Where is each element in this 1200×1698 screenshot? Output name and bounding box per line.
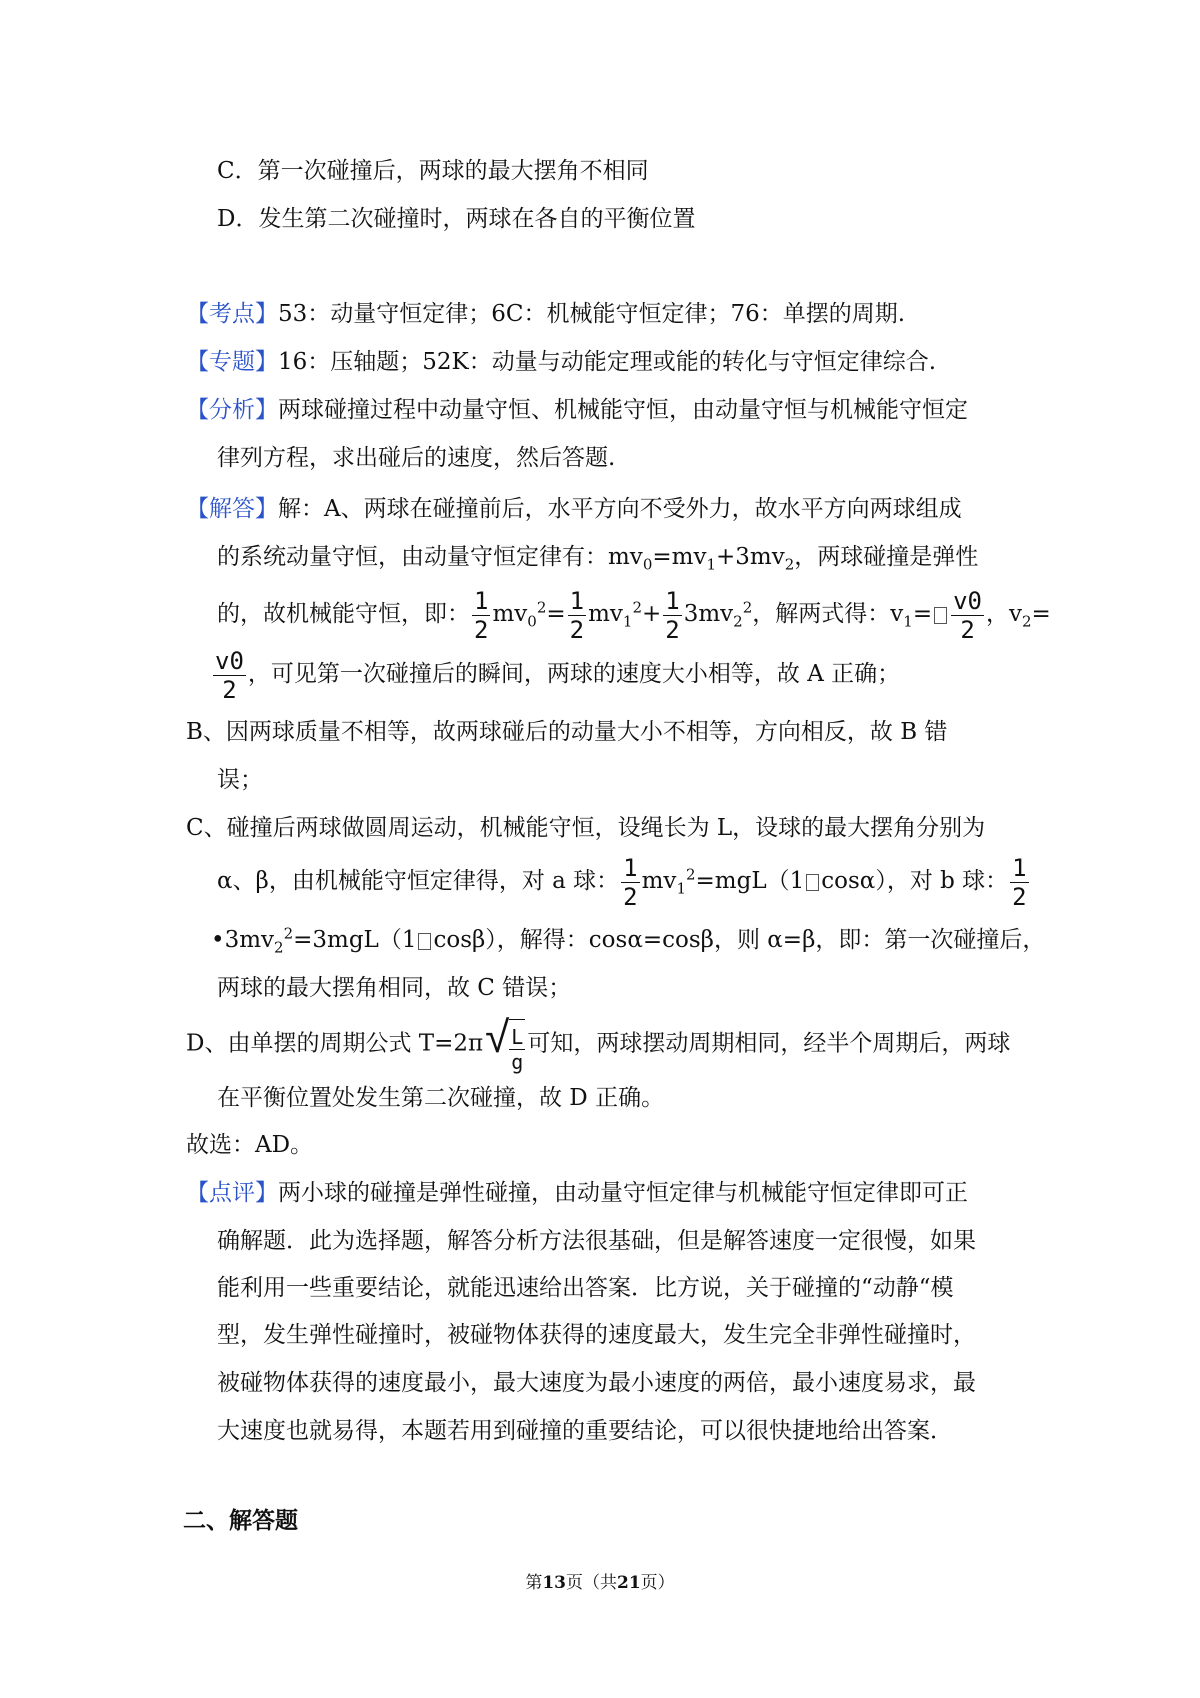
fraction-half: $\frac{1}{2}$ xyxy=(474,586,489,644)
fraction-v0-over-2: $\frac{v0}{2}$ xyxy=(953,586,982,644)
page-footer: 第13页（共21页） xyxy=(525,1573,675,1593)
fenxi-line2: 律列方程，求出碰后的速度，然后答题. xyxy=(217,445,616,471)
fenxi-tag: 【分析】 xyxy=(186,397,278,423)
fraction-half: $\frac{1}{2}$ xyxy=(569,586,585,644)
missing-glyph-box xyxy=(934,607,947,624)
dianping-row xyxy=(186,1176,968,1210)
jieda-b-line1: B、因两球质量不相等，故两球碰后的动量大小不相等，方向相反，故 B 错 xyxy=(186,719,948,745)
jieda-tag: 【解答】 xyxy=(186,496,278,522)
jieda-line3: 的，故机械能守恒，即： $\frac{1}{2}$ $mv_0^2=$ $\frac{1}{2}$ $mv_1^2+$ $\frac{1}{2}$ $3mv_2^2$，解两式得：$v_1=$ $\frac{v0}{2}$ ，$v_2=$ xyxy=(217,586,1051,644)
jieda-d-line1: D、由单摆的周期公式 T=2π √ $\frac{L}{g}$ 可知，两球摆动周期相同，经半个周期后，两球 xyxy=(186,1013,1010,1076)
zhuanti-row xyxy=(186,345,936,379)
kaodian-row xyxy=(186,297,905,331)
fraction-half: $\frac{1}{2}$ xyxy=(623,853,638,911)
dianping-line4: 型，发生弹性碰撞时，被碰物体获得的速度最大，发生完全非弹性碰撞时， xyxy=(217,1322,976,1348)
jieda-c-line4: 两球的最大摆角相同，故 C 错误； xyxy=(217,975,572,1001)
jieda-c-line1: C、碰撞后两球做圆周运动，机械能守恒，设绳长为 L，设球的最大摆角分别为 xyxy=(186,815,986,841)
page-total: 21 xyxy=(617,1573,641,1593)
fenxi-row xyxy=(186,393,968,427)
jieda-d-line2: 在平衡位置处发生第二次碰撞，故 D 正确。 xyxy=(217,1085,665,1111)
zhuanti-text: 16：压轴题；52K：动量与动能定理或能的转化与守恒定律综合. xyxy=(278,349,937,375)
dianping-line6: 大速度也就易得，本题若用到碰撞的重要结论，可以很快捷地给出答案． xyxy=(217,1418,953,1444)
jieda-row xyxy=(186,492,962,526)
fraction-half: $\frac{1}{2}$ xyxy=(665,586,680,644)
fenxi-line1: 两球碰撞过程中动量守恒、机械能守恒，由动量守恒与机械能守恒定 xyxy=(278,397,968,423)
fraction-half: $\frac{1}{2}$ xyxy=(1012,853,1027,911)
answer-choice: 故选：AD。 xyxy=(186,1132,314,1158)
jieda-line1: 解：A、两球在碰撞前后，水平方向不受外力，故水平方向两球组成 xyxy=(278,496,962,522)
jieda-c-line2: α、β，由机械能守恒定律得，对 a 球： $\frac{1}{2}$ $mv_1^2=mgL(1$ cosα），对 b 球： $\frac{1}{2}$ xyxy=(217,853,1027,911)
dianping-line5: 被碰物体获得的速度最小，最大速度为最小速度的两倍，最小速度易求，最 xyxy=(217,1370,976,1396)
zhuanti-tag: 【专题】 xyxy=(186,349,278,375)
page-number: 13 xyxy=(542,1573,566,1593)
dianping-tag: 【点评】 xyxy=(186,1180,278,1206)
dianping-line1: 两小球的碰撞是弹性碰撞，由动量守恒定律与机械能守恒定律即可正 xyxy=(278,1180,968,1206)
sqrt-l-over-g: √ $\frac{L}{g}$ xyxy=(485,1013,525,1076)
missing-glyph-box xyxy=(418,933,431,950)
missing-glyph-box xyxy=(806,874,819,891)
jieda-line4: $\frac{v0}{2}$ ，可见第一次碰撞后的瞬间，两球的速度大小相等，故 A 正确； xyxy=(215,646,901,704)
jieda-c-line3: $•3mv_2^2=3mgL(1$ cosβ），解得：cosα=cosβ，则 α=β，即：第一次碰撞后， xyxy=(211,924,1046,957)
option-c: C．第一次碰撞后，两球的最大摆角不相同 xyxy=(217,158,649,184)
dianping-line2: 确解题．此为选择题，解答分析方法很基础，但是解答速度一定很慢，如果 xyxy=(217,1228,976,1254)
kaodian-text: 53：动量守恒定律；6C：机械能守恒定律；76：单摆的周期. xyxy=(278,301,906,327)
dianping-line3: 能利用一些重要结论，就能迅速给出答案．比方说，关于碰撞的“动静“模 xyxy=(217,1275,954,1301)
jieda-b-line2: 误； xyxy=(217,767,263,793)
fraction-v0-over-2: $\frac{v0}{2}$ xyxy=(215,646,244,704)
option-d: D．发生第二次碰撞时，两球在各自的平衡位置 xyxy=(217,206,696,232)
section-title: 二、解答题 xyxy=(183,1508,298,1534)
kaodian-tag: 【考点】 xyxy=(186,301,278,327)
jieda-line2: 的系统动量守恒，由动量守恒定律有：$mv_0=mv_1+3mv_2$，两球碰撞是弹性 xyxy=(217,544,979,574)
